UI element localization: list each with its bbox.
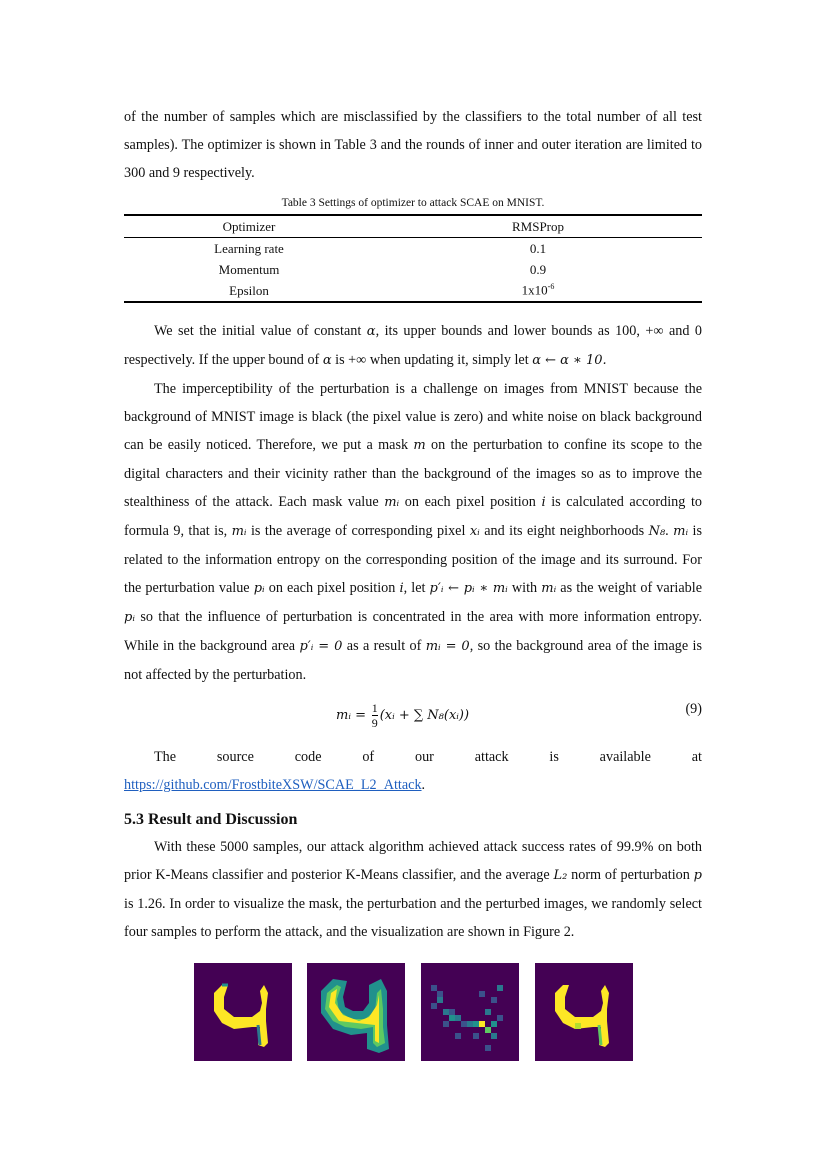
text-run: is 1.26. In order to visualize the mask, the perturbation and the perturbed images, we randomly select four samples to perform the attack, and the visualization are shown in Figure 2. (124, 896, 702, 940)
text-run: on each pixel position (399, 494, 542, 510)
table-cell (374, 280, 702, 302)
paragraph-intro: of the number of samples which are misclassified by the classifiers to the total number of all test samples). The optimizer is shown in Table 3 and the rounds of inner and outer iteration are limited to 300 and 9 respectively. (124, 109, 702, 181)
math-mi: mᵢ (541, 581, 557, 596)
text-run: The imperceptibility of the perturbation is a challenge on images from MNIST because the background of MNIST image is black (the pixel value is zero) and white noise on black background can be easily noticed. Therefore, we put a mask (124, 381, 702, 453)
text-run: as a result of (342, 638, 426, 654)
word: available (599, 749, 651, 765)
formula-lhs: mᵢ = (336, 707, 366, 723)
source-code-line (124, 743, 702, 771)
table-row (124, 280, 702, 302)
text-run: With these 5000 samples, our attack algorithm achieved attack success rates of 99.9% on both prior K-Means classifier and posterior K-Means classifier, and the average (124, 839, 702, 883)
math-mi: mᵢ (673, 524, 689, 539)
fraction-denominator: 9 (371, 716, 378, 730)
epsilon-base: 1x10 (521, 282, 548, 298)
math-xi: xᵢ (469, 524, 480, 539)
word: code (294, 749, 322, 765)
formula-fraction (372, 701, 378, 730)
math-i: i (399, 581, 404, 596)
math-p: p (693, 868, 702, 883)
text-run: , so the background area of the image is not affected by the perturbation. (124, 638, 702, 683)
math-mi: mᵢ (384, 495, 400, 510)
perturbation-image (421, 963, 519, 1061)
table-cell: 0.9 (529, 261, 547, 277)
section-heading: 5.3 Result and Discussion (124, 811, 298, 828)
word: of (362, 749, 375, 765)
text-run: as the weight of variable (556, 580, 702, 596)
math-pzero: p′ᵢ = 0 (299, 639, 343, 654)
text-run: We set the initial value of constant (154, 323, 367, 339)
formula-expression (336, 701, 469, 730)
table-header-cell: RMSProp (374, 215, 702, 238)
text-run: is the average of corresponding pixel (246, 523, 470, 539)
math-mi: mᵢ (231, 524, 247, 539)
word: source (216, 749, 254, 765)
table-header-cell: Optimizer (124, 215, 374, 238)
text-run: is related to the information entropy on the corresponding position of the image and its surround. For the perturbation value (124, 523, 702, 596)
epsilon-exponent: -6 (547, 282, 555, 292)
math-i: i (541, 495, 546, 510)
text-run: so that the influence of perturbation is concentrated in the area with more information entropy. While in the background area (124, 609, 702, 654)
text-run: norm of perturbation (567, 867, 694, 883)
table-cell: Momentum (218, 261, 280, 277)
text-run: with (507, 580, 542, 596)
text-run: and its eight neighborhoods (479, 523, 649, 539)
paragraph-alpha (124, 317, 702, 375)
text-run: . (665, 523, 674, 539)
table-header-row (124, 215, 702, 238)
formula-9 (124, 691, 702, 743)
math-pi: pᵢ (253, 581, 265, 596)
math-alpha: α (322, 353, 332, 368)
text-run: on each pixel position (264, 580, 400, 596)
original-digit-image (194, 963, 292, 1061)
math-m: m (413, 438, 426, 453)
table-caption: Table 3 Settings of optimizer to attack SCAE on MNIST. (281, 197, 545, 209)
perturbed-digit-image (535, 963, 633, 1061)
formula-number: (9) (685, 701, 702, 717)
link-line (124, 771, 702, 799)
table-cell: Epsilon (124, 280, 374, 302)
fraction-numerator: 1 (371, 701, 378, 715)
math-n8: N₈ (648, 524, 666, 539)
page-body (124, 103, 702, 946)
paragraph-results (124, 833, 702, 946)
table-cell: Learning rate (214, 240, 284, 256)
math-assign: p′ᵢ ← pᵢ ∗ mᵢ (429, 581, 508, 596)
formula-body: (xᵢ + ∑ N₈(xᵢ)) (379, 707, 470, 723)
math-mzero: mᵢ = 0 (425, 639, 470, 654)
mask-image (307, 963, 405, 1061)
word: at (691, 749, 702, 765)
word: The (154, 749, 177, 765)
math-update: α ← α ∗ 10. (532, 353, 607, 368)
text-run: on the perturbation to confine its scope to the digital characters and their vicinity rather than the background of the images so as to improve the stealthiness of the attack. Each mask value (124, 437, 703, 510)
text-run: is calculated according to formula 9, that is, (124, 494, 702, 539)
text-run: , its upper bounds and lower bounds as 100, +∞ and 0 respectively. If the upper bound of (124, 323, 702, 368)
word: attack (474, 749, 509, 765)
text-run: . (421, 777, 426, 793)
math-l2: L₂ (553, 868, 568, 883)
optimizer-table (124, 214, 702, 303)
text-run: , let (403, 580, 430, 596)
math-alpha: α (366, 324, 376, 339)
paragraph-mask (124, 375, 702, 689)
github-link[interactable]: https://github.com/FrostbiteXSW/SCAE_L2_Attack (124, 777, 422, 793)
table-row (124, 259, 702, 280)
math-pi: pᵢ (124, 610, 135, 625)
word: our (414, 749, 434, 765)
table-cell: 0.1 (529, 240, 547, 256)
figure-2 (194, 963, 634, 1061)
text-run: is +∞ when updating it, simply let (331, 352, 533, 368)
word: is (549, 749, 559, 765)
table-row (124, 238, 702, 260)
